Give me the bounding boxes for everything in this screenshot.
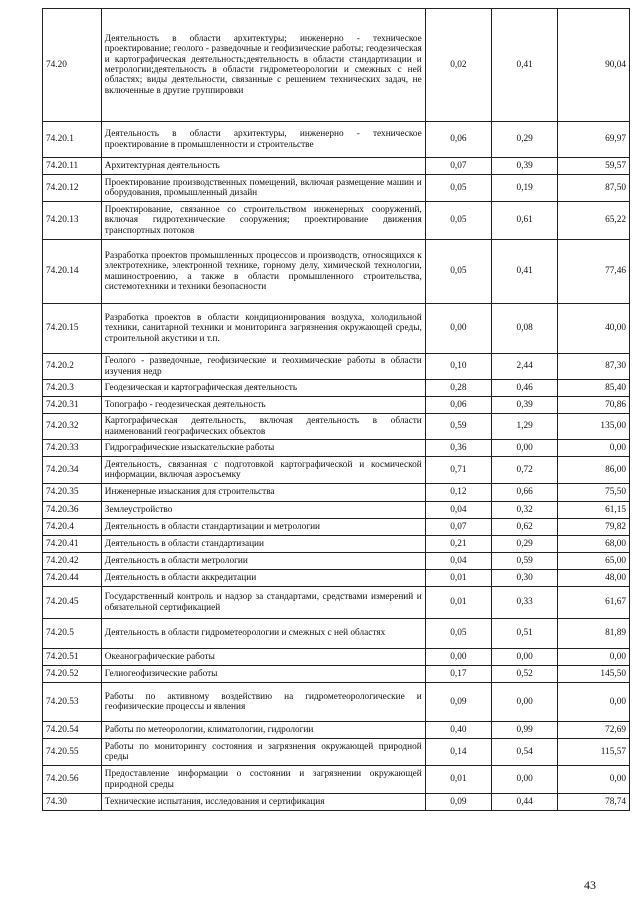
value-col-3: 115,57 [558, 739, 630, 766]
table-body [43, 9, 630, 811]
table-row [43, 158, 630, 175]
value-col-2: 0,08 [492, 304, 558, 354]
activity-code: 74.20.2 [43, 354, 102, 380]
activity-description: Землеустройство [101, 502, 425, 519]
activity-code: 74.20.55 [43, 739, 102, 766]
value-col-2: 0,00 [492, 649, 558, 666]
value-col-3: 90,04 [558, 9, 630, 122]
activity-code: 74.20.52 [43, 666, 102, 683]
value-col-1: 0,71 [425, 457, 491, 484]
value-col-1: 0,02 [425, 9, 491, 122]
value-col-1: 0,21 [425, 536, 491, 553]
activity-code: 74.20.56 [43, 766, 102, 794]
activity-description: Работы по активному воздействию на гидрометеорологические и геофизические процессы и явления [101, 683, 425, 722]
value-col-2: 0,62 [492, 519, 558, 536]
value-col-2: 0,59 [492, 553, 558, 570]
activity-code: 74.20.41 [43, 536, 102, 553]
table-row [43, 380, 630, 397]
value-col-2: 0,46 [492, 380, 558, 397]
table-row [43, 354, 630, 380]
table-row [43, 457, 630, 484]
table-row [43, 440, 630, 457]
value-col-3: 0,00 [558, 440, 630, 457]
activity-description: Гелиогеофизические работы [101, 666, 425, 683]
activity-description: Деятельность в области архитектуры, инженерно - техническое проектирование в промышленности и строительстве [101, 122, 425, 158]
value-col-2: 0,30 [492, 570, 558, 587]
value-col-3: 0,00 [558, 766, 630, 794]
value-col-3: 61,67 [558, 587, 630, 619]
value-col-1: 0,28 [425, 380, 491, 397]
value-col-1: 0,01 [425, 570, 491, 587]
value-col-3: 85,40 [558, 380, 630, 397]
value-col-2: 0,00 [492, 766, 558, 794]
table-row [43, 553, 630, 570]
value-col-2: 0,19 [492, 175, 558, 202]
activity-code: 74.20.36 [43, 502, 102, 519]
activity-description: Деятельность, связанная с подготовкой картографической и космической информации, включая аэросъемку [101, 457, 425, 484]
value-col-1: 0,40 [425, 722, 491, 739]
activity-description: Разработка проектов в области кондиционирования воздуха, холодильной техники, санитарной техники и мониторинга загрязнения окружающей среды, строительной акустики и т.п. [101, 304, 425, 354]
value-col-2: 0,41 [492, 240, 558, 304]
table-row [43, 397, 630, 414]
table-row [43, 683, 630, 722]
value-col-2: 0,29 [492, 122, 558, 158]
activity-code: 74.20.34 [43, 457, 102, 484]
activity-code: 74.20.44 [43, 570, 102, 587]
value-col-2: 0,99 [492, 722, 558, 739]
value-col-1: 0,05 [425, 240, 491, 304]
activity-code: 74.20.1 [43, 122, 102, 158]
activity-description: Государственный контроль и надзор за стандартами, средствами измерений и обязательной сертификацией [101, 587, 425, 619]
activity-description: Деятельность в области аккредитации [101, 570, 425, 587]
value-col-2: 0,52 [492, 666, 558, 683]
activity-description: Предоставление информации о состоянии и загрязнении окружающей природной среды [101, 766, 425, 794]
activity-code: 74.20.5 [43, 619, 102, 649]
value-col-3: 145,50 [558, 666, 630, 683]
value-col-2: 0,51 [492, 619, 558, 649]
value-col-2: 2,44 [492, 354, 558, 380]
value-col-3: 48,00 [558, 570, 630, 587]
table-row [43, 587, 630, 619]
table-row [43, 240, 630, 304]
value-col-1: 0,05 [425, 175, 491, 202]
activity-code: 74.20.33 [43, 440, 102, 457]
activity-code: 74.20.11 [43, 158, 102, 175]
value-col-1: 0,36 [425, 440, 491, 457]
value-col-2: 0,33 [492, 587, 558, 619]
value-col-1: 0,01 [425, 766, 491, 794]
value-col-2: 0,61 [492, 202, 558, 240]
value-col-3: 87,50 [558, 175, 630, 202]
value-col-3: 72,69 [558, 722, 630, 739]
value-col-1: 0,00 [425, 304, 491, 354]
activity-code: 74.20.51 [43, 649, 102, 666]
value-col-2: 0,66 [492, 484, 558, 502]
activity-code: 74.20.14 [43, 240, 102, 304]
value-col-1: 0,17 [425, 666, 491, 683]
activity-code: 74.20.4 [43, 519, 102, 536]
value-col-3: 65,00 [558, 553, 630, 570]
table-row [43, 202, 630, 240]
activity-code: 74.30 [43, 794, 102, 811]
page-number: 43 [584, 878, 596, 892]
value-col-2: 0,39 [492, 397, 558, 414]
activity-description: Работы по мониторингу состояния и загрязнения окружающей природной среды [101, 739, 425, 766]
value-col-3: 77,46 [558, 240, 630, 304]
value-col-3: 78,74 [558, 794, 630, 811]
activity-code: 74.20.3 [43, 380, 102, 397]
activity-description: Геолого - разведочные, геофизические и геохимические работы в области изучения недр [101, 354, 425, 380]
value-col-1: 0,07 [425, 158, 491, 175]
value-col-2: 0,54 [492, 739, 558, 766]
activity-description: Разработка проектов промышленных процессов и производств, относящихся к электротехнике, электронной технике, горному делу, химической технологии, машиностроению, а также в области промышленного строительства, системотехники и техники безопасности [101, 240, 425, 304]
value-col-2: 0,29 [492, 536, 558, 553]
table-row [43, 304, 630, 354]
activity-code: 74.20.12 [43, 175, 102, 202]
value-col-3: 0,00 [558, 649, 630, 666]
activity-description: Архитектурная деятельность [101, 158, 425, 175]
activity-code: 74.20.53 [43, 683, 102, 722]
activity-code: 74.20.31 [43, 397, 102, 414]
value-col-2: 1,29 [492, 414, 558, 440]
value-col-3: 86,00 [558, 457, 630, 484]
value-col-1: 0,59 [425, 414, 491, 440]
activity-description: Геодезическая и картографическая деятельность [101, 380, 425, 397]
activity-description: Проектирование производственных помещений, включая размещение машин и оборудования, промышленный дизайн [101, 175, 425, 202]
value-col-1: 0,05 [425, 202, 491, 240]
table-row [43, 794, 630, 811]
value-col-3: 65,22 [558, 202, 630, 240]
value-col-3: 68,00 [558, 536, 630, 553]
activity-description: Гидрографические изыскательские работы [101, 440, 425, 457]
value-col-1: 0,09 [425, 794, 491, 811]
value-col-1: 0,12 [425, 484, 491, 502]
table-row [43, 519, 630, 536]
activity-description: Технические испытания, исследования и сертификация [101, 794, 425, 811]
table-row [43, 649, 630, 666]
value-col-1: 0,07 [425, 519, 491, 536]
activity-description: Деятельность в области архитектуры; инженерно - техническое проектирование; геолого - разведочные и геофизические работы; геодезическая и картографическая деятельность;деятельность в области стандартизации и метрологии;деятельность в области гидрометеорологии и смежных с ней областях; виды деятельности, связанные с решением технических задач, не включенные в другие группировки [101, 9, 425, 122]
value-col-3: 75,50 [558, 484, 630, 502]
table-row [43, 739, 630, 766]
value-col-1: 0,06 [425, 397, 491, 414]
value-col-2: 0,44 [492, 794, 558, 811]
value-col-1: 0,06 [425, 122, 491, 158]
value-col-3: 135,00 [558, 414, 630, 440]
value-col-3: 0,00 [558, 683, 630, 722]
value-col-2: 0,00 [492, 440, 558, 457]
value-col-3: 81,89 [558, 619, 630, 649]
value-col-3: 70,86 [558, 397, 630, 414]
value-col-3: 59,57 [558, 158, 630, 175]
activity-code: 74.20 [43, 9, 102, 122]
activity-description: Океанографические работы [101, 649, 425, 666]
activity-description: Проектирование, связанное со строительством инженерных сооружений, включая гидротехнические сооружения; проектирование движения транспортных потоков [101, 202, 425, 240]
table-row [43, 619, 630, 649]
value-col-3: 61,15 [558, 502, 630, 519]
value-col-2: 0,32 [492, 502, 558, 519]
table-row [43, 766, 630, 794]
table-row [43, 722, 630, 739]
value-col-1: 0,01 [425, 587, 491, 619]
value-col-1: 0,04 [425, 553, 491, 570]
activity-description: Топографо - геодезическая деятельность [101, 397, 425, 414]
value-col-3: 79,82 [558, 519, 630, 536]
value-col-1: 0,04 [425, 502, 491, 519]
value-col-3: 69,97 [558, 122, 630, 158]
value-col-3: 87,30 [558, 354, 630, 380]
table-row [43, 9, 630, 122]
activity-description: Деятельность в области гидрометеорологии и смежных с ней областях [101, 619, 425, 649]
table-row [43, 484, 630, 502]
activity-description: Инженерные изыскания для строительства [101, 484, 425, 502]
table-row [43, 122, 630, 158]
activity-code: 74.20.35 [43, 484, 102, 502]
activity-description: Деятельность в области стандартизации и метрологии [101, 519, 425, 536]
value-col-1: 0,09 [425, 683, 491, 722]
activity-code: 74.20.15 [43, 304, 102, 354]
activity-code: 74.20.54 [43, 722, 102, 739]
activity-description: Работы по метеорологии, климатологии, гидрологии [101, 722, 425, 739]
activity-code: 74.20.13 [43, 202, 102, 240]
value-col-1: 0,10 [425, 354, 491, 380]
value-col-1: 0,05 [425, 619, 491, 649]
table-row [43, 666, 630, 683]
activity-description: Деятельность в области метрологии [101, 553, 425, 570]
activity-description: Картографическая деятельность, включая деятельность в области наименований географических объектов [101, 414, 425, 440]
table-row [43, 175, 630, 202]
table-row [43, 414, 630, 440]
value-col-2: 0,00 [492, 683, 558, 722]
value-col-1: 0,14 [425, 739, 491, 766]
value-col-2: 0,39 [492, 158, 558, 175]
value-col-3: 40,00 [558, 304, 630, 354]
activity-code: 74.20.45 [43, 587, 102, 619]
activity-description: Деятельность в области стандартизации [101, 536, 425, 553]
table-row [43, 502, 630, 519]
value-col-2: 0,41 [492, 9, 558, 122]
table-row [43, 570, 630, 587]
data-table [42, 8, 630, 811]
value-col-2: 0,72 [492, 457, 558, 484]
table-row [43, 536, 630, 553]
activity-code: 74.20.32 [43, 414, 102, 440]
activity-code: 74.20.42 [43, 553, 102, 570]
value-col-1: 0,00 [425, 649, 491, 666]
